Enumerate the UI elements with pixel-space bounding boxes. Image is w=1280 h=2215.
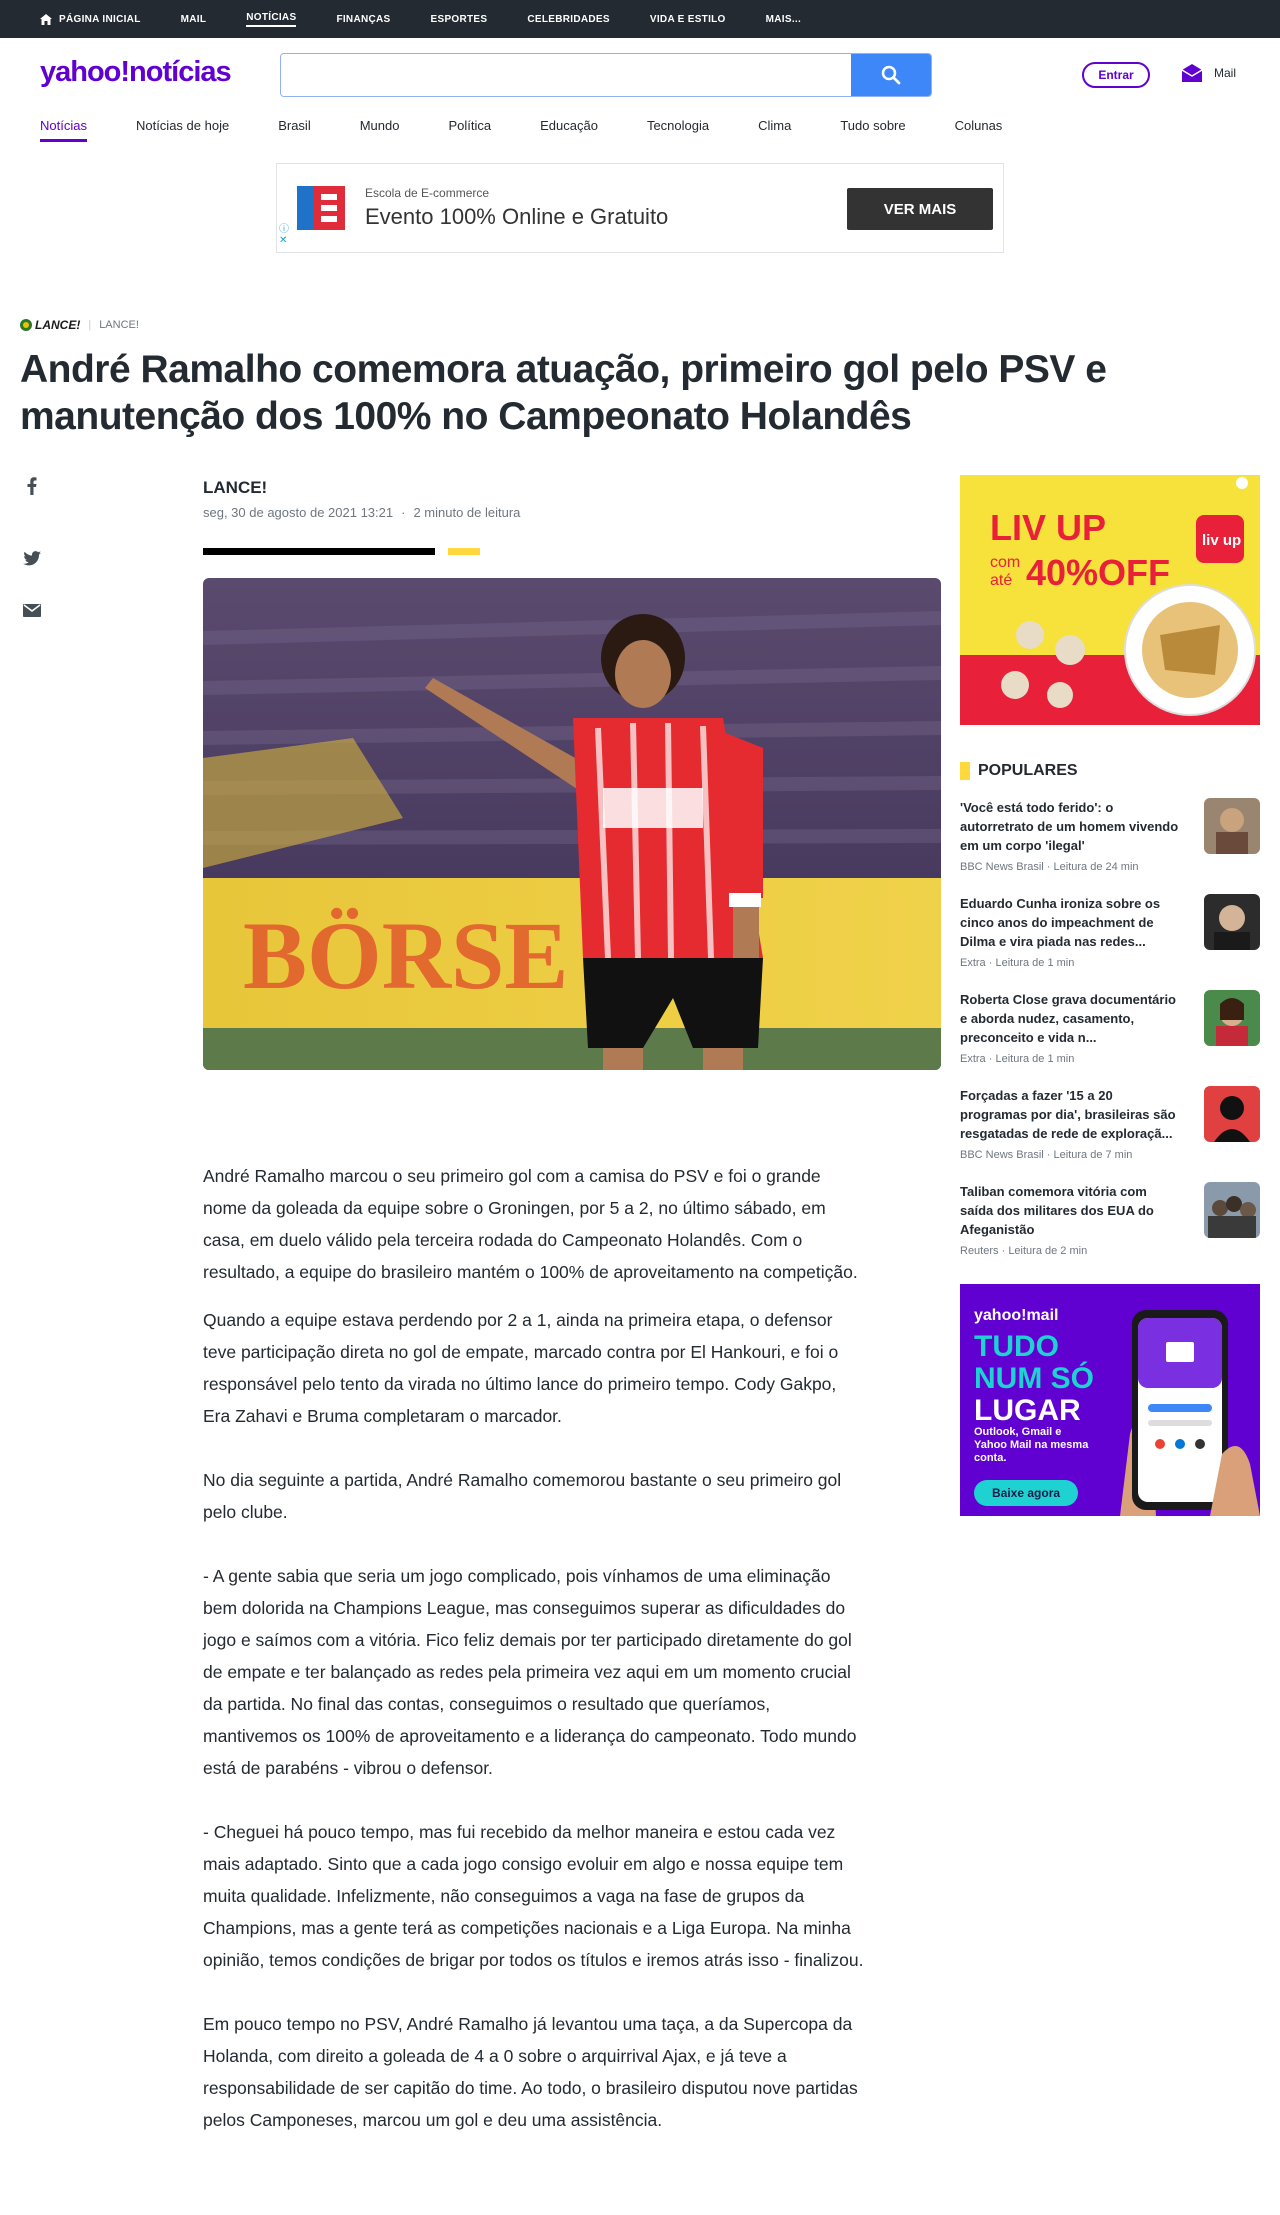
search-icon [881,65,901,85]
popular-meta: BBC News Brasil · Leitura de 7 min [960,1149,1133,1161]
liv-up-ad-artwork [960,475,1260,725]
popular-meta: BBC News Brasil · Leitura de 24 min [960,861,1139,873]
soccer-player-photo [203,578,941,1070]
populares-title: POPULARES [978,762,1078,779]
ad-discount: 40%OFF [1026,552,1171,593]
popular-read-time: Leitura de 24 min [1053,861,1139,873]
list-item[interactable] [960,990,1260,1086]
article-body [203,1160,868,2152]
nav-noticias[interactable]: Notícias [40,118,87,142]
popular-source: Extra [960,1053,986,1065]
article-meta [203,505,520,520]
popular-meta: Extra · Leitura de 1 min [960,957,1075,969]
popular-source: BBC News Brasil [960,1149,1044,1161]
section-nav [40,118,1051,142]
nav-mundo[interactable]: Mundo [359,118,400,133]
twitter-share-icon[interactable] [22,548,42,568]
byline-divider-yellow [448,548,480,555]
article-paragraph: Quando a equipe estava perdendo por 2 a 1, ainda na primeira etapa, o defensor teve participação direta no gol de empate, marcado contra por El Hankouri, e foi o responsável pelo tento da virada no último lance do primeiro tempo. Cody Gakpo, Era Zahavi e Bruma completaram o marcador. [203,1310,839,1426]
nav-noticias-de-hoje[interactable]: Notícias de hoje [135,118,230,133]
nav-educacao[interactable]: Educação [540,118,598,133]
topbar-item-vida-estilo[interactable]: VIDA E ESTILO [649,13,726,25]
lance-badge-icon [20,319,32,331]
nav-tecnologia[interactable]: Tecnologia [646,118,710,133]
topbar-item-financas[interactable]: FINANÇAS [336,13,391,25]
meta-dot: · [401,505,406,520]
populares-heading [960,762,1078,780]
ad2-cta: Baixe agora [992,1486,1061,1500]
popular-title[interactable]: Roberta Close grava documentário e aborda nudez, casamento, preconceito e vida n... [960,992,1176,1045]
nav-brasil[interactable]: Brasil [278,118,311,133]
popular-title[interactable]: Eduardo Cunha ironiza sobre os cinco anos do impeachment de Dilma e vira piada nas redes... [960,896,1161,949]
article-title: André Ramalho comemora atuação, primeiro gol pelo PSV e manutenção dos 100% no Campeonato Holandês [20,348,1107,438]
popular-read-time: Leitura de 7 min [1053,1149,1133,1161]
ad-cta-button[interactable]: VER MAIS [847,188,993,230]
popular-source: Extra [960,957,986,969]
popular-thumbnail[interactable] [1204,798,1260,854]
popular-thumbnail[interactable] [1204,1182,1260,1238]
ad2-headline2: NUM SÓ [974,1362,1094,1395]
popular-thumbnail[interactable] [1204,1086,1260,1142]
e3-logo-icon [297,186,345,230]
popular-title[interactable]: Taliban comemora vitória com saída dos militares dos EUA do Afeganistão [960,1184,1154,1237]
topbar-item-mais[interactable]: MAIS... [765,13,802,25]
ad2-brand: yahoo!mail [974,1307,1059,1324]
hero-image[interactable] [203,578,941,1070]
nav-clima[interactable]: Clima [758,118,792,133]
ad-badge-text: liv up [1202,532,1242,549]
facebook-share-icon[interactable] [22,476,42,496]
popular-meta: Extra · Leitura de 1 min [960,1053,1075,1065]
ad2-headline1: TUDO [974,1330,1059,1363]
popular-source: BBC News Brasil [960,861,1044,873]
yahoo-mail-ad-artwork [960,1284,1260,1516]
ad2-headline3: LUGAR [974,1394,1081,1427]
nav-colunas[interactable]: Colunas [954,118,1003,133]
list-item[interactable] [960,1086,1260,1182]
ad2-subtext: Outlook, Gmail e Yahoo Mail na mesma conta. [974,1426,1089,1464]
search-bar [280,53,932,97]
popular-thumbnail[interactable] [1204,894,1260,950]
top-banner-ad[interactable] [276,163,1004,253]
popular-read-time: Leitura de 1 min [995,957,1075,969]
ad-brand-text: LIV UP [990,507,1107,548]
article-paragraph: - Cheguei há pouco tempo, mas fui recebido da melhor maneira e estou cada vez mais adaptado. Sinto que a cada jogo consigo evoluir em algo e nossa equipe tem muita qualidade. Infelizmente, não conseguimos a vaga na fase de grupos da Champions, mas a gente terá as competições nacionais e a Liga Europa. Na minha opinião, temos condições de brigar por todos os títulos e iremos atrás isso - finalizou. [203,1822,864,1970]
top-bar [0,0,1280,38]
article-paragraph: André Ramalho marcou o seu primeiro gol com a camisa do PSV e foi o grande nome da goleada da equipe sobre o Groningen, por 5 a 2, no último sábado, em casa, em duelo válido pela terceira rodada do Campeonato Holandês. Com o resultado, a equipe do brasileiro mantém o 100% de aproveitamento na competição. [203,1166,858,1282]
list-item[interactable] [960,1182,1260,1278]
ad-headline: Evento 100% Online e Gratuito [365,204,669,229]
article-read-time: 2 minuto de leitura [413,505,521,520]
topbar-item-mail[interactable]: MAIL [180,13,207,25]
nav-politica[interactable]: Política [448,118,492,133]
popular-thumbnail[interactable] [1204,990,1260,1046]
popular-source: Reuters [960,1245,999,1257]
article-paragraph: No dia seguinte a partida, André Ramalho comemorou bastante o seu primeiro gol pelo clube. [203,1470,842,1522]
search-input[interactable] [281,54,851,96]
topbar-label: PÁGINA INICIAL [59,13,141,25]
topbar-item-esportes[interactable]: ESPORTES [430,13,488,25]
topbar-item-home[interactable] [40,14,141,25]
populares-list [960,798,1260,1278]
provider-logo[interactable] [20,318,80,332]
article-paragraph: - A gente sabia que seria um jogo complicado, pois vínhamos de uma eliminação bem dolorida na Champions League, mas conseguimos superar as dificuldades do jogo e saímos com a vitória. Fico feliz demais por ter participado diretamente do gol de empate e ter balançado as redes pela primeira vez aqui em um momento crucial da partida. No final das contas, conseguimos o resultado que queríamos, mantivemos os 100% de aproveitamento e a liderança do campeonato. Todo mundo está de parabéns - vibrou o defensor. [203,1566,857,1778]
list-item[interactable] [960,798,1260,894]
popular-read-time: Leitura de 1 min [995,1053,1075,1065]
ad-choices-icon[interactable]: ⓘ ✕ [279,224,289,246]
popular-read-time: Leitura de 2 min [1008,1245,1088,1257]
byline-divider-black [203,548,435,555]
board-text: BÖRSE [243,902,569,1009]
article-paragraph: Em pouco tempo no PSV, André Ramalho já levantou uma taça, a da Supercopa da Holanda, com direito a goleada de 4 a 0 sobre o arquirrival Ajax, e já teve a responsabilidade de ser capitão do time. Ao todo, o brasileiro disputou nove partidas pelos Camponeses, marcou um gol e deu uma assistência. [203,2014,858,2130]
provider-name[interactable]: LANCE! [99,319,139,331]
nav-tudo-sobre[interactable]: Tudo sobre [840,118,906,133]
article-date: seg, 30 de agosto de 2021 13:21 [203,505,394,520]
list-item[interactable] [960,894,1260,990]
topbar-item-noticias[interactable]: NOTÍCIAS [246,12,296,27]
mail-icon [1180,62,1204,84]
ad-line2: até [990,572,1013,589]
ad-line1: com [990,554,1021,571]
popular-title[interactable]: Forçadas a fazer '15 a 20 programas por dia', brasileiras são resgatadas de rede de exploraçã... [960,1088,1176,1141]
heading-accent [960,762,970,780]
provider-separator: | [88,319,92,331]
popular-title[interactable]: 'Você está todo ferido': o autorretrato de um homem vivendo em um corpo 'ilegal' [960,800,1179,853]
liv-up-ad[interactable] [960,475,1260,725]
topbar-item-celebridades[interactable]: CELEBRIDADES [527,13,610,25]
yahoo-mail-ad[interactable] [960,1284,1260,1516]
home-icon [40,14,52,25]
signin-button[interactable]: Entrar [1082,62,1150,88]
popular-meta: Reuters · Leitura de 2 min [960,1245,1088,1257]
search-button[interactable] [851,54,931,96]
provider-line [20,318,139,332]
mail-link[interactable] [1180,62,1236,84]
mail-label: Mail [1214,66,1237,80]
provider-logo-text: LANCE! [35,318,81,332]
email-share-icon[interactable] [22,600,42,620]
ad-small-text: Escola de E-commerce [365,186,490,200]
yahoo-noticias-logo[interactable]: yahoo!notícias [40,56,231,88]
article-author[interactable]: LANCE! [203,478,268,497]
